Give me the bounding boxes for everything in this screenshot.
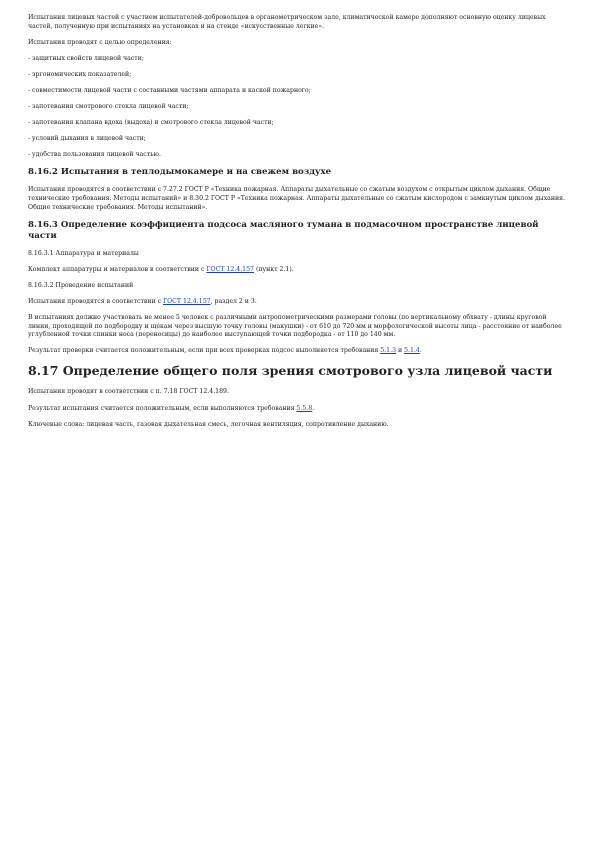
procedure-text-pre: Испытания проводятся в соответствии с (28, 298, 164, 305)
list-item: - эргономических показателей; (28, 70, 132, 78)
list-item: - защитных свойств лицевой части; (28, 54, 144, 62)
subsection-title-8-16-3-2: 8.16.3.2 Проведение испытаний (28, 281, 134, 289)
procedure-paragraph (28, 298, 568, 307)
gost-12-4-157-link[interactable]: ГОСТ 12.4.157 (163, 298, 211, 305)
participants-paragraph: В испытаниях должно участвовать не менее 5 человек с различными антропометрическими размерами головы (по вертикальному обхвату - длины круговой линии, проходящей по подбородку и щекам через высшую точку головы (макушки) - от 610 до 720 мм и морфологической высоты лица - расстояние от наиболее углубленной точки спинки носа (переносицы) до наиболее выступающей точки подбородка - от 110 до 140 мм. (28, 314, 562, 339)
intro-paragraph: Испытания лицевых частей с участием испытателей-добровольцев в органометрическом зале, климатической камере дополняют основную оценку лицевых частей, полученную при испытаниях на установках и на стенде «искусственные легкие». (28, 14, 546, 30)
subsection-title-8-16-3-1: 8.16.3.1 Аппаратура и материалы (28, 249, 139, 257)
section-heading-8-16-3: 8.16.3 Определение коэффициента подсоса масляного тумана в подмасочном пространстве лицевой части (28, 219, 539, 241)
result-text-pre: Результат проверки считается положительным, если при всех проверках подсос выполняется требования (28, 347, 381, 355)
result-text-post: . (419, 347, 422, 355)
section-heading-8-16-2: 8.16.2 Испытания в теплодымокамере и на свежем воздухе (28, 167, 332, 178)
procedure-text-post: , раздел 2 и 3. (210, 298, 257, 305)
list-item: - условий дыхания в лицевой части; (28, 135, 146, 143)
clause-5-5-8-link[interactable]: 5.5.8 (296, 404, 313, 412)
equipment-paragraph (28, 266, 568, 275)
list-item: - совместимости лицевой части с составными частями аппарата и каской пожарного; (28, 86, 311, 94)
result-paragraph-8-17 (28, 405, 568, 414)
document-page (28, 14, 568, 437)
keywords-paragraph: Ключевые слова: лицевая часть, газовая дыхательная смесь, легочная вентиляция, сопротивление дыханию. (28, 420, 389, 428)
gost-12-4-157-link[interactable]: ГОСТ 12.4.157 (206, 265, 254, 273)
section-8-16-2-text: Испытания проводятся в соответствии с 7.27.2 ГОСТ Р «Техника пожарная. Аппараты дыхательные со сжатым воздухом с открытым циклом дыхания. Общие технические требования. Методы испытаний» и 8.30.2 ГОСТ Р «Техника пожарная. Аппараты дыхательные со сжатым кислородом с замкнутым циклом дыхания. Общие технические требования. Методы испытаний». (28, 186, 565, 211)
clause-5-1-3-link[interactable]: 5.1.3 (380, 347, 397, 355)
result-text-post: . (312, 404, 315, 412)
purpose-intro: Испытания проводят с целью определения: (28, 38, 172, 46)
list-item: - запотевания смотрового стекла лицевой части; (28, 103, 189, 111)
result-paragraph-8-16-3 (28, 347, 568, 356)
clause-5-1-4-link[interactable]: 5.1.4 (404, 347, 420, 355)
equipment-text-pre: Комплект аппаратуры и материалов в соответствии с (28, 265, 207, 273)
section-heading-8-17: 8.17 Определение общего поля зрения смотрового узла лицевой части (28, 363, 553, 379)
equipment-text-post: (пункт 2.1). (254, 265, 294, 273)
list-item: - удобства пользования лицевой частью. (28, 151, 161, 159)
list-item: - запотевания клапана вдоха (выдоха) и смотрового стекла лицевой части; (28, 119, 274, 127)
result-text-mid: и (396, 347, 405, 355)
result-text-pre: Результат испытания считается положительным, если выполняются требования (28, 404, 297, 412)
section-8-17-text: Испытания проводят в соответствии с п. 7.18 ГОСТ 12.4.189. (28, 388, 229, 396)
